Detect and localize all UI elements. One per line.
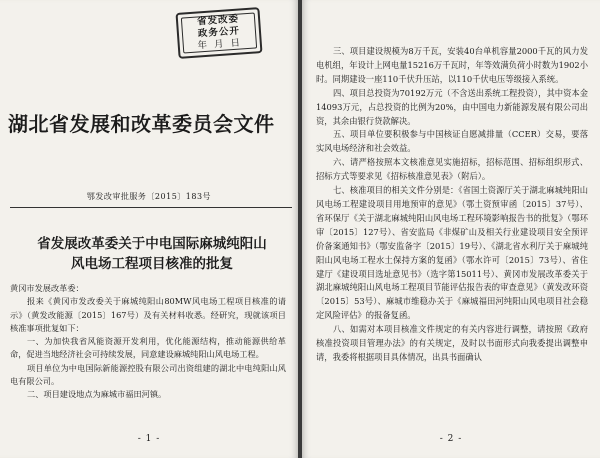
document-number: 鄂发改审批服务〔2015〕183号 bbox=[86, 192, 212, 201]
document-page-1 bbox=[0, 0, 298, 458]
header-divider bbox=[10, 207, 292, 208]
page-number: - 1 - bbox=[137, 434, 161, 444]
stamp-line-1: 省发改委 bbox=[196, 13, 240, 28]
page-2-body bbox=[316, 45, 588, 365]
approval-headline-line-1: 省发展改革委关于中电国际麻城纯阳山 bbox=[37, 236, 267, 252]
body-paragraph: 二、项目建设地点为麻城市福田河镇。 bbox=[27, 389, 167, 400]
body-paragraph: 五、项目单位要积极参与中国核证自愿减排量（CCER）交易，要落实风电场经济和社会效益。 bbox=[316, 129, 588, 154]
body-paragraph: 七、核准项目的相关文件分别是：《省国土资源厅关于湖北麻城纯阳山风电场工程建设项目用地预审的意见》（鄂土资预审函〔2015〕37号）、省环保厅《关于湖北麻城纯阳山风电场工程环境影响报告书的批复》（鄂环审〔2015〕127号）、省安监局《非煤矿山及相关行业建设项目安全预评价备案通知书》（鄂安监备字〔2015〕19号）、《湖北省水利厅关于麻城纯阳山风电场工程水土保持方案的复函》（鄂水许可〔2015〕73号）、省住建厅《建设项目选址意见书》（选字第15011号）、黄冈市发展改革委关于湖北麻城纯阳山风电场工程项目节能评估报告表的审查意见》（黄发改环资〔2015〕53号）、麻城市维稳办关于《麻城福田河纯阳山风电项目社会稳定风险评估》的报备复函。 bbox=[316, 185, 588, 321]
document-header-title: 湖北省发展和改革委员会文件 bbox=[8, 112, 275, 136]
body-paragraph: 四、项目总投资为70192万元（不含送出系统工程投资），其中资本金14093万元，占总投资的比例为20%，由中国电力新能源发展有限公司出资，其余由银行贷款解决。 bbox=[316, 87, 588, 126]
approval-headline-line-2: 风电场工程项目核准的批复 bbox=[71, 256, 233, 272]
body-paragraph: 八、如需对本项目核准文件规定的有关内容进行调整，请按照《政府核准投资项目管理办法》的有关规定，及时以书面形式向我委提出调整申请，我委将根据项目具体情况，出具书面确认 bbox=[316, 324, 588, 362]
disclosure-stamp bbox=[175, 7, 262, 59]
page-number: - 2 - bbox=[439, 434, 463, 444]
page-1-body bbox=[10, 282, 286, 402]
stamp-line-2: 政务公开 bbox=[197, 25, 241, 40]
addressee: 黄冈市发展改革委： bbox=[10, 283, 84, 293]
stamp-date: 年 月 日 bbox=[197, 37, 243, 52]
body-paragraph: 三、项目建设规模为8万千瓦，安装40台单机容量2000千瓦的风力发电机组，年设计上网电量15216万千瓦时，年等效满负荷小时数为1902小时。同期建设一座110千伏升压站，以110千伏电压等级接入系统。 bbox=[316, 46, 588, 84]
document-page-2 bbox=[302, 0, 600, 458]
body-paragraph: 报来《黄冈市发改委关于麻城纯阳山80MW风电场工程项目核准的请示》（黄发改能源〔2015〕167号）及有关材料收悉。经研究，现就该项目核准事项批复如下： bbox=[10, 296, 286, 333]
body-paragraph: 六、请严格按照本文核准意见实施招标，招标范围、招标组织形式、招标方式等要求见《招标核准意见表》（附后）。 bbox=[316, 157, 588, 182]
body-paragraph: 一、为加快我省风能资源开发利用，优化能源结构，推动能源供给革命，促进当地经济社会可持续发展，同意建设麻城纯阳山风电场工程。 bbox=[10, 336, 286, 360]
body-paragraph: 项目单位为中电国际新能源控股有限公司出资组建的湖北中电纯阳山风电有限公司。 bbox=[10, 362, 286, 387]
